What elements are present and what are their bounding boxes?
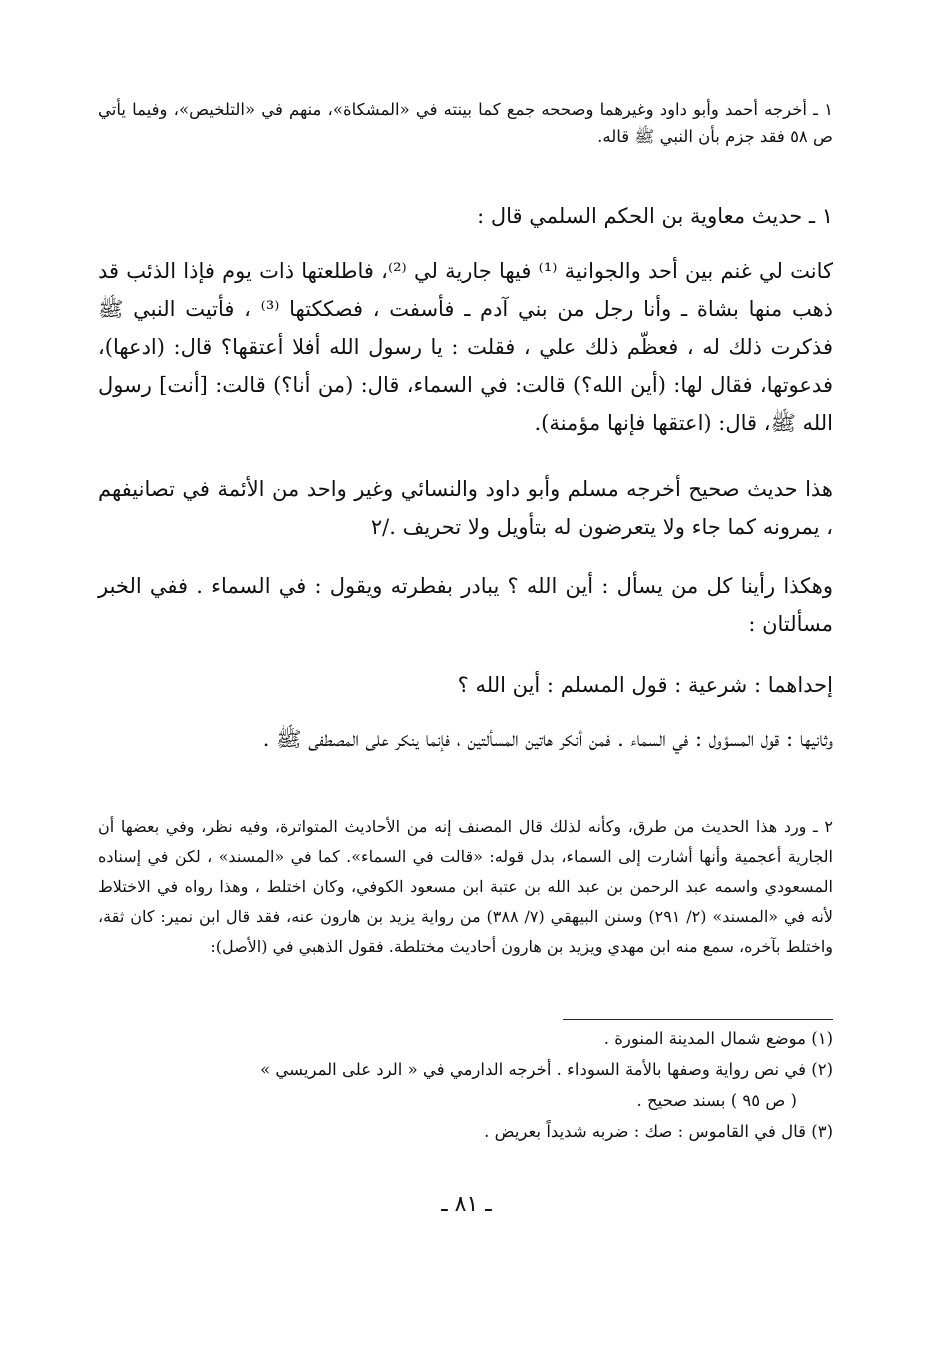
heading-text: ١ ـ حديث معاوية بن الحكم السلمي قال :	[477, 204, 833, 228]
paragraph-text: كانت لي غنم بين أحد والجوانية ⁽¹⁾ فيها جارية لي ⁽²⁾، فاطلعتها ذات يوم فإذا الذئب قد ذهب منها بشاة ـ وأنا رجل من بني آدم ـ فأسفت ، فصككتها ⁽³⁾ ، فأتيت النبي ﷺ فذكرت ذلك له ، فعظّم ذلك علي ، فقلت : يا رسول الله أفلا أعتقها؟ قال: (ادعها)، فدعوتها، فقال لها: (أين الله؟) قالت: في السماء، قال: (من أنا؟) قالت: [أنت] رسول الله ﷺ، قال: (اعتقها فإنها مؤمنة).	[98, 259, 833, 435]
footnotes	[98, 1023, 833, 1147]
paragraph-text: وهكذا رأينا كل من يسأل : أين الله ؟ يبادر بفطرته ويقول : في السماء . ففي الخبر مسألتان :	[98, 574, 833, 636]
footnote-item: (١) موضع شمال المدينة المنورة .	[603, 1029, 833, 1048]
top-footnote-continuation	[98, 96, 833, 150]
commentary-paragraph	[98, 567, 833, 643]
paragraph-text: هذا حديث صحيح أخرجه مسلم وأبو داود والنسائي وغير واحد من الأئمة في تصانيفهم ، يمرونه كما جاء ولا يتعرضون له بتأويل ولا تحريف ./٢	[98, 477, 833, 539]
paragraph-text: وثانيها : قول المسؤول : في السماء . فمن أنكر هاتين المسألتين ، فإنما ينكر على المصطفى ﷺ .	[262, 727, 833, 751]
footnote-divider	[563, 1019, 833, 1020]
footnote-item: (٣) قال في القاموس : صك : ضربه شديداً بعريض .	[484, 1122, 833, 1141]
page-number: ـ ٨١ ـ	[441, 1192, 492, 1217]
top-note-text: ١ ـ أخرجه أحمد وأبو داود وغيرهما وصححه جمع كما بينته في «المشكاة»، منهم في «التلخيص»، وفيما يأتي ص ٥٨ فقد جزم بأن النبي ﷺ قاله.	[98, 100, 833, 146]
hadith-paragraph	[98, 252, 833, 442]
commentary-paragraph	[98, 666, 833, 704]
section-heading	[98, 200, 833, 232]
commentary-paragraph	[98, 470, 833, 546]
footnote-item: (٢) في نص رواية وصفها بالأمة السوداء . أخرجه الدارمي في « الرد على المريسي »	[260, 1060, 833, 1079]
footnote-item: ( ص ٩٥ ) بسند صحيح .	[636, 1091, 797, 1110]
editor-note-text: ٢ ـ ورد هذا الحديث من طرق، وكأنه لذلك قال المصنف إنه من الأحاديث المتواترة، وفيه نظر، وفي بعضها أن الجارية أعجمية وأنها أشارت إلى السماء، بدل قوله: «قالت في السماء». كما في «المسند» ، لكن في إسناده المسعودي واسمه عبد الرحمن بن عبد الله بن عتبة ابن مسعود الكوفي، وكان اختلط ، وهذا رواه في الاختلاط لأنه في «المسند» (٢/ ٢٩١) وسنن البيهقي (٧/ ٣٨٨) من رواية يزيد بن هارون عنه، فقد قال ابن نمير: كان ثقة، واختلط بآخره، سمع منه ابن مهدي ويزيد بن هارون أحاديث مختلطة. فقول الذهبي في (الأصل):	[98, 817, 834, 956]
editor-note	[98, 812, 833, 962]
commentary-paragraph	[98, 720, 833, 758]
paragraph-text: إحداهما : شرعية : قول المسلم : أين الله ؟	[457, 673, 833, 697]
